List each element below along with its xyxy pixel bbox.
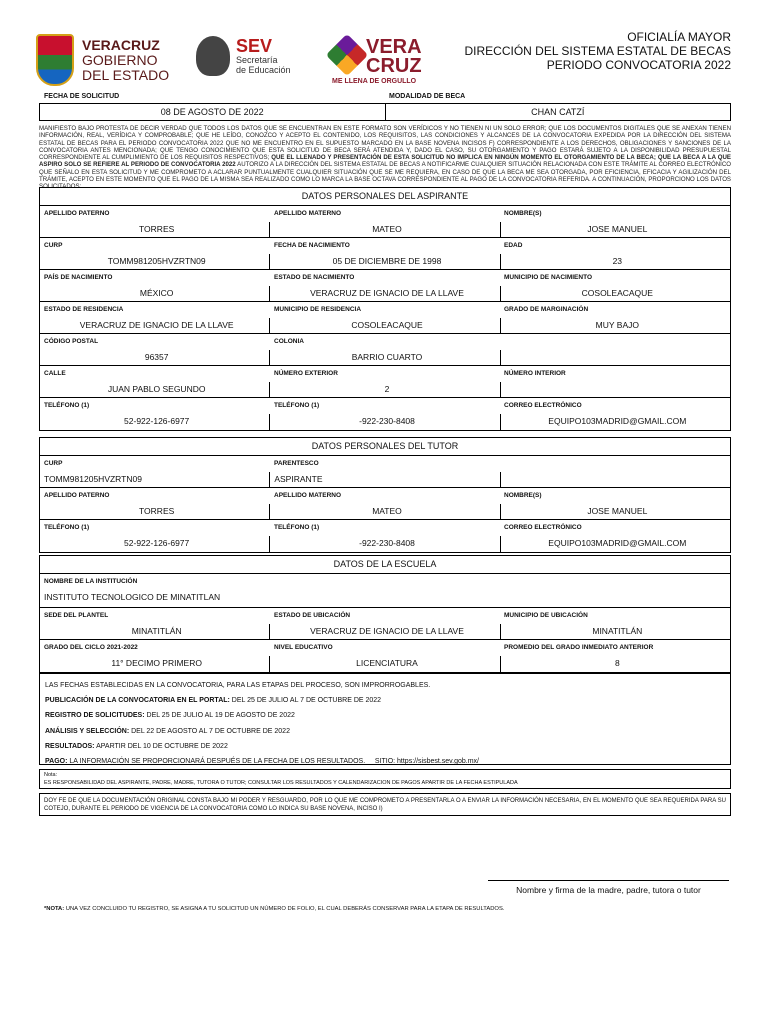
- nombre-value: JOSE MANUEL: [587, 224, 648, 234]
- field-label: APELLIDO MATERNO: [274, 210, 342, 217]
- promedio-value: 8: [614, 658, 620, 668]
- codigo-postal-value: 96357: [40, 350, 270, 365]
- footnote-label: *NOTA:: [44, 906, 65, 912]
- field-label: MUNICIPIO DE NACIMIENTO: [504, 274, 592, 281]
- fecha-item-label: ANÁLISIS Y SELECCIÓN:: [45, 727, 130, 735]
- manifiesto-text: [39, 125, 731, 191]
- field-label: NÚMERO INTERIOR: [504, 370, 566, 377]
- sev-logo-text: SEV: [236, 36, 273, 56]
- fecha-item: [45, 754, 725, 769]
- logo-text-2: GOBIERNO: [82, 51, 158, 68]
- apellido-paterno-value: TORRES: [40, 222, 270, 237]
- field-label: CALLE: [44, 370, 66, 377]
- modalidad-value: CHAN CATZÍ: [531, 107, 585, 117]
- field-label: NOMBRE DE LA INSTITUCIÓN: [44, 578, 138, 585]
- institucion-value: INSTITUTO TECNOLOGICO DE MINATITLAN: [44, 592, 221, 602]
- tutor-curp-value: TOMM981205HVZRTN09: [40, 472, 270, 487]
- manifiesto-part-3: AUTORIZO A LA DIRECCIÓN DEL SISTEMA ESTATAL DE BECAS A NOTIFICARME CUALQUIER SITUACIÓN RELACIONADA CON ESTE TRÁMITE AL CORREO ELECTRÓNICO QUE SEÑALO EN ESTA SOLICITUD Y ME COMPROMETO A ACLARAR PUNTUALMENTE CUALQUIER SITUACIÓN QUE SE ME REQUIERA, EN CASO DE QUE LA BECA ME SEA OTORGADA, POR EFICIENCIA, EFICACIA Y AGILIZACIÓN DEL TRÁMITE, ACEPTO EN ESTE MOMENTO QUE EL PAGO DE LA MISMA SEA REALIZADO COMO LO MARCA LA BASE OCTAVA CORRESPONDIENTE AL PAGO DE LA CONVOCATORIA REFERIDA. A CONTINUACIÓN, PROPORCIONO LOS DATOS SOLICITADOS:: [39, 161, 731, 191]
- doy-fe-box: [39, 793, 731, 816]
- field-label: NOMBRE(S): [504, 492, 542, 499]
- nota-label: Nota:: [44, 772, 58, 778]
- field-label: APELLIDO PATERNO: [44, 492, 110, 499]
- doy-fe-text: DOY FE DE QUE LA DOCUMENTACIÓN ORIGINAL CONSTA BAJO MI PODER Y RESGUARDO, POR LO QUE ME COMPROMETO A PRESENTARLA O A ENVIAR LA INFORMACIÓN NECESARIA, EN EL MOMENTO QUE SEA REQUERIDA PARA SU COTEJO, DURANTE EL PERIODO DE VIGENCIA DE LA CONVOCATORIA COMO LO INDICA SU BASE NOVENA, INCISO I): [44, 798, 726, 812]
- sede-value: MINATITLÁN: [40, 624, 270, 639]
- fecha-solicitud-value: 08 DE AGOSTO DE 2022: [40, 104, 386, 120]
- field-label: MUNICIPIO DE RESIDENCIA: [274, 306, 362, 313]
- fecha-item-text: APARTIR DEL 10 DE OCTUBRE DE 2022: [94, 742, 228, 750]
- modalidad-label: MODALIDAD DE BECA: [389, 93, 466, 100]
- field-label: CURP: [44, 460, 63, 467]
- field-label: PARENTESCO: [274, 460, 319, 467]
- document-header: [0, 0, 768, 92]
- fecha-item-label: RESULTADOS:: [45, 742, 95, 750]
- nota-box: [39, 769, 731, 789]
- colonia-value: BARRIO CUARTO: [270, 350, 500, 365]
- fecha-item-text: DEL 22 DE AGOSTO AL 7 DE OCTUBRE DE 2022: [129, 727, 290, 735]
- veracruz-brand-logo: [332, 38, 442, 90]
- tutor-telefono-2-value: -922-230-8408: [270, 536, 500, 552]
- field-label: SEDE DEL PLANTEL: [44, 612, 109, 619]
- fecha-item-text: DEL 25 DE JULIO AL 7 DE OCTUBRE DE 2022: [229, 697, 382, 705]
- signature-label: Nombre y firma de la madre, padre, tutora o tutor: [516, 885, 701, 895]
- fecha-item-label: REGISTRO DE SOLICITUDES:: [45, 712, 145, 720]
- escuela-section: [39, 555, 731, 673]
- sev-logo-subtext-1: Secretaría: [236, 55, 278, 65]
- logo-text-3: DEL ESTADO: [82, 66, 170, 83]
- field-label: MUNICIPIO DE UBICACIÓN: [504, 612, 588, 619]
- edad-value: 23: [612, 256, 623, 266]
- municipio-nacimiento-value: COSOLEACAQUE: [581, 288, 653, 298]
- field-label: NOMBRE(S): [504, 210, 542, 217]
- fechas-section: [39, 673, 731, 765]
- fecha-nacimiento-value: 05 DE DICIEMBRE DE 1998: [270, 254, 500, 269]
- tutor-parentesco-value: ASPIRANTE: [270, 472, 500, 487]
- fecha-solicitud-label: FECHA DE SOLICITUD: [44, 93, 120, 100]
- logo-text-1: VERACRUZ: [82, 36, 160, 53]
- fecha-item-text: LA INFORMACIÓN SE PROPORCIONARÁ DESPUÉS DE LA FECHA DE LOS RESULTADOS. SITIO: https://sisbest.sev.gob.mx/: [67, 758, 479, 766]
- nota-text: ES RESPONSABILIDAD DEL ASPIRANTE, PADRE, MADRE, TUTORA O TUTOR; CONSULTAR LOS RESULTADOS Y CALENDARIZACION DE PAGOS APARTIR DE LA FECHA ESTIPULADA: [44, 780, 518, 786]
- field-label: APELLIDO PATERNO: [44, 210, 110, 217]
- sev-emblem-icon: [196, 36, 230, 76]
- footnote: [44, 906, 504, 912]
- empty-cell: [501, 472, 730, 487]
- fechas-intro: LAS FECHAS ESTABLECIDAS EN LA CONVOCATORIA, PARA LAS ETAPAS DEL PROCESO, SON IMPRORROGABLES.: [45, 682, 431, 689]
- brand-mark-icon: [326, 34, 368, 76]
- field-label: GRADO DE MARGINACIÓN: [504, 306, 589, 313]
- header-title-line-2: DIRECCIÓN DEL SISTEMA ESTATAL DE BECAS: [464, 44, 731, 58]
- telefono-2-value: -922-230-8408: [270, 414, 500, 430]
- manifiesto-part-2: QUE EL LLENADO Y PRESENTACIÓN DE ESTA SOLICITUD NO IMPLICA EN NINGÚN MOMENTO EL OTORGAMIENTO DE LA BECA; QUE LA BECA A LA QUE ASPIRO SOLO SE REFIERE AL PERIODO DE CONVOCATORIA 2022: [39, 154, 731, 169]
- pais-nacimiento-value: MÉXICO: [40, 286, 270, 301]
- curp-value: TOMM981205HVZRTN09: [40, 254, 270, 269]
- header-title: [464, 30, 731, 72]
- field-label: PAÍS DE NACIMIENTO: [44, 274, 113, 281]
- telefono-1-value: 52-922-126-6977: [40, 414, 270, 430]
- field-label: PROMEDIO DEL GRADO INMEDIATO ANTERIOR: [504, 644, 654, 651]
- fecha-item: [45, 693, 725, 708]
- tutor-apellido-materno-value: MATEO: [270, 504, 500, 519]
- municipio-residencia-value: COSOLEACAQUE: [270, 318, 500, 333]
- numero-interior-value: [501, 382, 730, 397]
- manifiesto-part-1: MANIFIESTO BAJO PROTESTA DE DECIR VERDAD QUE TODOS LOS DATOS QUE SE ENCUENTRAN EN ESTE FORMATO SON VERÍDICOS Y NO TIENEN NI UN SOLO ERROR; QUE LOS DOCUMENTOS DIGITALES QUE SE ANEXAN TIENEN INFORMACIÓN, REAL, VERÍDICA Y COMPROBABLE; QUE HE LEÍDO, CONOZCO Y ACEPTO EL CONTENIDO, LOS REQUISITOS, LAS CONDICIONES Y ALCANCES DE LA CONVOCATORIA EXPEDIDA POR LA DIRECCIÓN DEL SISTEMA ESTATAL DE BECAS PARA EL PERIODO CONVOCATORIA 2022 QUE NO ME ENCUENTRO EN EL SUPUESTO MARCADO EN LA BASE NOVENA INCISOS F) CORRESPONDIENTE A LOS DERECHOS, OBLIGACIONES Y SANCIONES DE LA CONVOCATORIA ANTES MENCIONADA; QUE TENGO CONOCIMIENTO QUE ESTA SOLICITUD DE BECA SERÁ ATENDIDA Y, DADO EL CASO, SU OTORGAMIENTO Y PAGO ESTARÁ SUJETO A LA DISPONIBILIDAD PRESUPUESTAL CORRESPONDIENTE AL CUMPLIMIENTO DE LOS REQUISITOS RESPECTIVOS;: [39, 125, 731, 162]
- fecha-item: [45, 708, 725, 723]
- field-label: APELLIDO MATERNO: [274, 492, 342, 499]
- header-title-line-3: PERIODO CONVOCATORIA 2022: [546, 58, 731, 72]
- estado-ubicacion-value: VERACRUZ DE IGNACIO DE LA LLAVE: [270, 624, 500, 639]
- field-label: NIVEL EDUCATIVO: [274, 644, 333, 651]
- fecha-item-label: PUBLICACIÓN DE LA CONVOCATORIA EN EL PORTAL:: [45, 697, 230, 705]
- tutor-correo-value: EQUIPO103MADRID@GMAIL.COM: [548, 538, 687, 548]
- veracruz-government-logo: [36, 34, 169, 86]
- brand-word-2: CRUZ: [366, 55, 422, 77]
- fecha-item-text: DEL 25 DE JULIO AL 19 DE AGOSTO DE 2022: [144, 712, 295, 720]
- field-label: ESTADO DE NACIMIENTO: [274, 274, 355, 281]
- field-label: NÚMERO EXTERIOR: [274, 370, 338, 377]
- fecha-item: [45, 739, 725, 754]
- header-title-line-1: OFICIALÍA MAYOR: [627, 30, 731, 44]
- field-label: ESTADO DE UBICACIÓN: [274, 612, 351, 619]
- brand-tagline: ME LLENA DE ORGULLO: [332, 78, 417, 85]
- field-label: EDAD: [504, 242, 523, 249]
- calle-value: JUAN PABLO SEGUNDO: [40, 382, 270, 397]
- escuela-title: DATOS DE LA ESCUELA: [40, 556, 730, 574]
- fecha-item: [45, 724, 725, 739]
- coat-of-arms-icon: [36, 34, 74, 86]
- signature-line: [488, 880, 729, 881]
- numero-exterior-value: 2: [270, 382, 500, 397]
- aspirante-section: [39, 187, 731, 431]
- empty-cell: [500, 334, 730, 350]
- field-label: TELÉFONO (1): [44, 524, 90, 531]
- tutor-title: DATOS PERSONALES DEL TUTOR: [40, 438, 730, 456]
- field-label: CURP: [44, 242, 63, 249]
- field-label: TELÉFONO (1): [274, 524, 320, 531]
- grado-value: 11° DECIMO PRIMERO: [40, 656, 270, 672]
- grado-marginacion-value: MUY BAJO: [595, 320, 639, 330]
- sev-logo-subtext-2: de Educación: [236, 65, 291, 75]
- field-label: GRADO DEL CICLO 2021-2022: [44, 644, 138, 651]
- field-label: CORREO ELECTRÓNICO: [504, 402, 582, 409]
- field-label: CORREO ELECTRÓNICO: [504, 524, 582, 531]
- empty-cell: [500, 456, 730, 472]
- solicitud-box: [39, 103, 731, 121]
- field-label: COLONIA: [274, 338, 304, 345]
- tutor-apellido-paterno-value: TORRES: [40, 504, 270, 519]
- nivel-educativo-value: LICENCIATURA: [270, 656, 500, 672]
- field-label: TELÉFONO (1): [44, 402, 90, 409]
- sev-logo: [196, 36, 291, 76]
- tutor-section: [39, 437, 731, 553]
- estado-nacimiento-value: VERACRUZ DE IGNACIO DE LA LLAVE: [270, 286, 500, 301]
- field-label: TELÉFONO (1): [274, 402, 320, 409]
- aspirante-title: DATOS PERSONALES DEL ASPIRANTE: [40, 188, 730, 206]
- brand-word-1: VERA: [366, 36, 422, 58]
- municipio-ubicacion-value: MINATITLÁN: [592, 626, 643, 636]
- footnote-text: UNA VEZ CONCLUIDO TU REGISTRO, SE ASIGNA A TU SOLICITUD UN NÚMERO DE FOLIO, EL CUAL DEBERÁS CONSERVAR PARA LA ETAPA DE RESULTADOS.: [64, 906, 505, 912]
- tutor-nombre-value: JOSE MANUEL: [587, 506, 648, 516]
- apellido-materno-value: MATEO: [270, 222, 500, 237]
- field-label: CÓDIGO POSTAL: [44, 338, 99, 345]
- correo-value: EQUIPO103MADRID@GMAIL.COM: [548, 416, 687, 426]
- field-label: FECHA DE NACIMIENTO: [274, 242, 350, 249]
- empty-cell: [501, 350, 730, 365]
- estado-residencia-value: VERACRUZ DE IGNACIO DE LA LLAVE: [40, 318, 270, 333]
- tutor-telefono-1-value: 52-922-126-6977: [40, 536, 270, 552]
- field-label: ESTADO DE RESIDENCIA: [44, 306, 124, 313]
- fecha-item-label: PAGO:: [45, 758, 68, 766]
